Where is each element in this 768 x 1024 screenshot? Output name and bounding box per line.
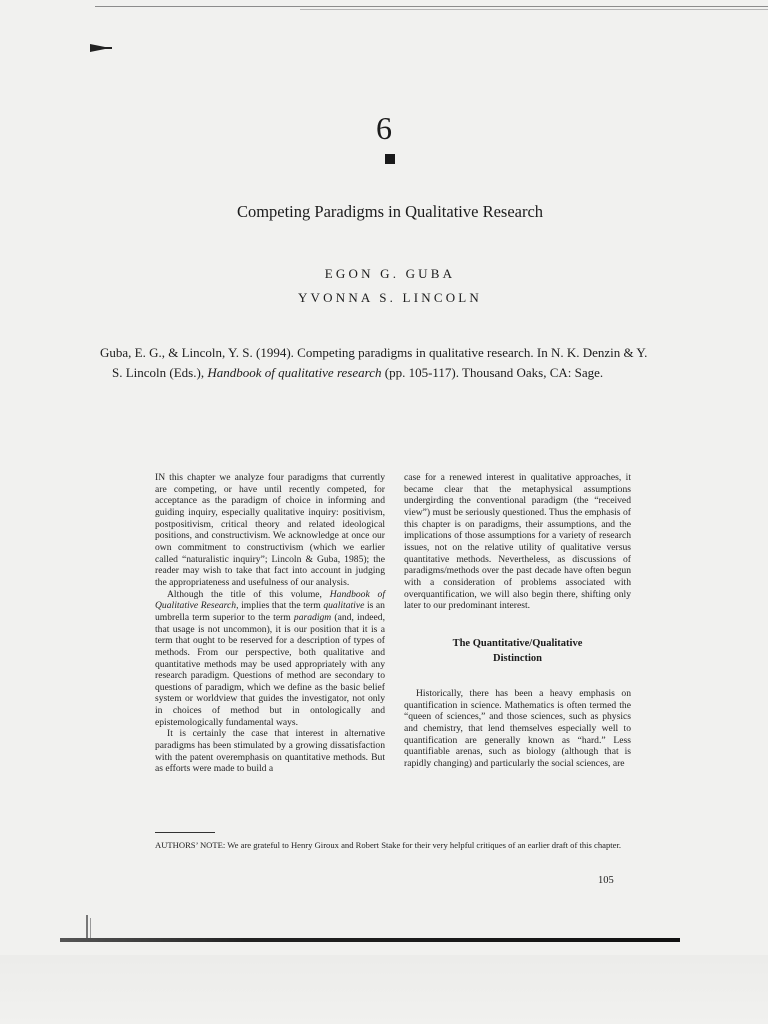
authors-note: AUTHORS’ NOTE: We are grateful to Henry Giroux and Robert Stake for their very helpful critiques of an earlier draft of this chapter. — [155, 840, 622, 850]
scan-artifact-tick-2 — [90, 918, 91, 938]
right-paragraph-1: case for a renewed interest in qualitative approaches, it became clear that the metaphysical assumptions undergirding the conventional paradigm (the “received view”) must be seriously questioned. Thus the emphasis of this chapter is on paradigms, their assumptions, and the implications of those assumptions for a variety of research issues, not on the relative utility of qualitative versus quantitative methods. Nevertheless, as discussions of paradigms/methods over the past decade have often begun with a consideration of problems associated with overquantification, we will also begin there, shifting only later to our predominant interest. — [404, 472, 631, 612]
citation-line-2-start: S. Lincoln (Eds.), — [112, 365, 208, 380]
scan-artifact-tick — [86, 915, 88, 940]
p2-text-a: Although the title of this volume, — [167, 588, 330, 600]
author-1: EGON G. GUBA — [324, 266, 456, 281]
section-heading-line-1: The Quantitative/Qualitative — [452, 637, 583, 649]
chapter-ornament — [385, 154, 395, 164]
p2-text-c: implies that the term — [238, 600, 324, 612]
section-heading — [404, 636, 631, 666]
p2-book-title: Handbook of Qualitative Research, — [155, 588, 385, 612]
citation-line-2-end: (pp. 105-117). Thousand Oaks, CA: Sage. — [381, 365, 604, 380]
page-number: 105 — [598, 875, 614, 886]
p2-term-paradigm: paradigm — [293, 611, 332, 623]
left-paragraph-1: IN this chapter we analyze four paradigms that currently are competing, or have until recently competed, for acceptance as the paradigm of choice in informing and guiding inquiry, especially qualitative inquiry: positivism, postpositivism, critical theory and related ideological positions, and constructivism. We acknowledge at once our own commitment to constructivism (which we earlier called “naturalistic inquiry”; Lincoln & Guba, 1985); the reader may wish to take that fact into account in judging the appropriateness and usefulness of our analysis. — [155, 472, 385, 588]
scan-artifact-bottom-rule — [60, 938, 680, 942]
scan-margin-mark-bar — [90, 47, 112, 49]
p2-text-g: (and, indeed, that usage is not uncommon), it is our position that it is a term that ought to be reserved for a description of types of methods. From our perspective, both qualitative and quantitative methods may be used appropriately with any research paradigm. Questions of method are secondary to questions of paradigm, which we define as the basic belief system or worldview that guides the investigator, not only in choices of method but in ontologically and epistemologically fundamental ways. — [155, 611, 385, 728]
scan-shade — [0, 955, 768, 1024]
scan-artifact-top — [95, 6, 768, 7]
citation — [100, 343, 680, 383]
left-column — [155, 472, 385, 775]
section-heading-line-2: Distinction — [492, 652, 542, 664]
left-paragraph-2 — [155, 589, 385, 729]
footnote-divider — [155, 832, 215, 833]
scan-artifact-top-2 — [300, 9, 768, 10]
chapter-number: 6 — [376, 110, 392, 146]
author-2: YVONNA S. LINCOLN — [297, 290, 483, 305]
left-paragraph-3: It is certainly the case that interest in alternative paradigms has been stimulated by a growing dissatisfaction with the patent overemphasis on quantitative methods. But as efforts were made to build a — [155, 728, 385, 775]
citation-line-1: Guba, E. G., & Lincoln, Y. S. (1994). Competing paradigms in qualitative research. In N. K. Denzin & Y. — [100, 345, 648, 360]
right-column — [404, 472, 631, 769]
citation-line-2 — [100, 363, 680, 383]
p2-term-qualitative: qualitative — [323, 600, 365, 612]
right-paragraph-2: Historically, there has been a heavy emphasis on quantification in science. Mathematics is often termed the “queen of sciences,” and those sciences, such as physics and chemistry, that lend themselves especially well to quantification are generally known as “hard.” Less quantifiable arenas, such as biology (although that is rapidly changing) and particularly the social sciences, are — [404, 687, 631, 769]
p2-text-e: is an umbrella term superior to the term — [155, 600, 385, 623]
citation-book-title: Handbook of qualitative research — [207, 365, 382, 380]
chapter-title: Competing Paradigms in Qualitative Research — [236, 202, 544, 221]
